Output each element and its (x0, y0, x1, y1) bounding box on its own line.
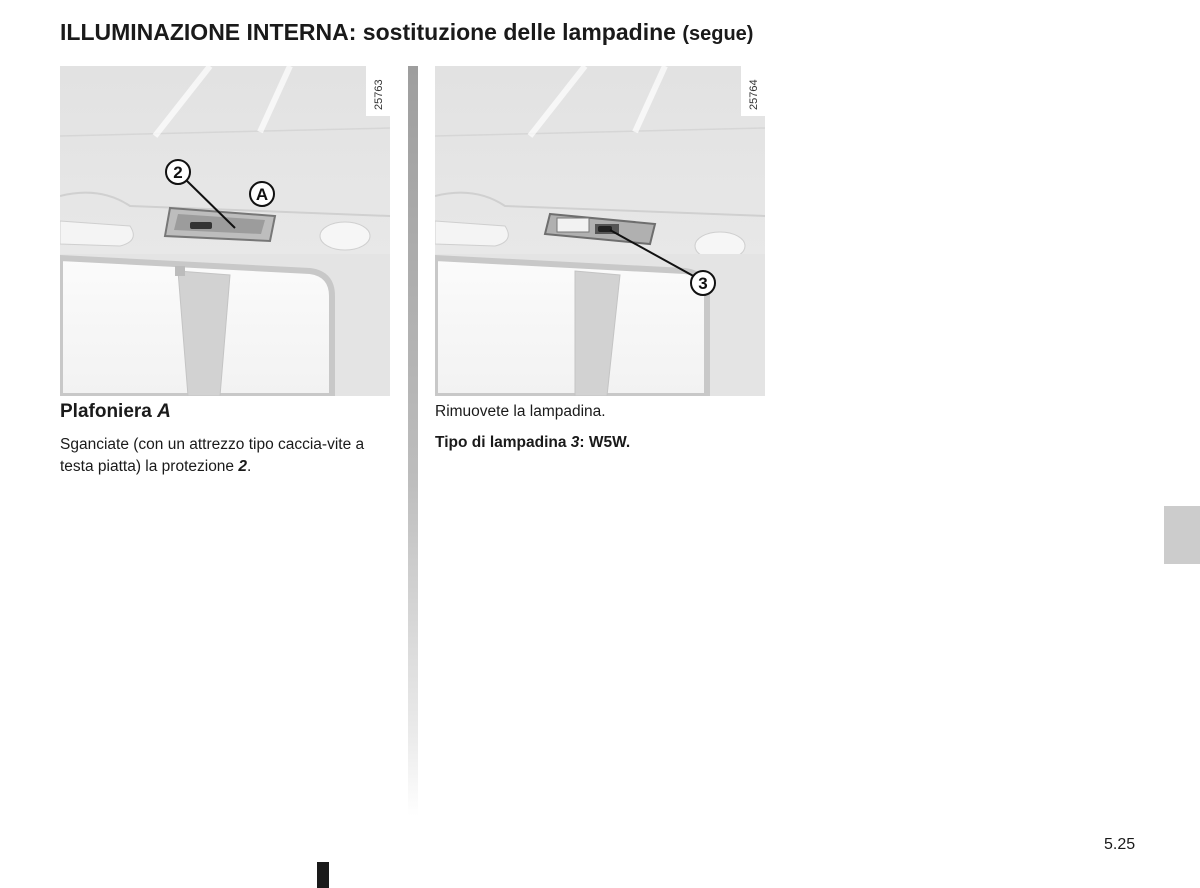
callout-A: A (255, 185, 269, 204)
page-title-suffix: (segue) (682, 23, 754, 45)
window-frame (435, 258, 707, 396)
instruction-remove-cover (60, 434, 400, 478)
section-heading-text: Plafoniera (60, 401, 158, 422)
figure-ref-code: 25764 (748, 79, 760, 110)
bottom-mark (317, 862, 329, 888)
instruction-text: Sganciate (con un attrezzo tipo caccia-vite a testa piatta) la protezione (60, 436, 365, 475)
lamp-reflector (557, 218, 589, 232)
section-heading-label: A (157, 401, 171, 422)
instruction-ref: 2 (238, 458, 247, 475)
page-title-text: ILLUMINAZIONE INTERNA: sostituzione delle lampadine (60, 19, 676, 45)
figure-interior-light-cover (60, 66, 390, 396)
bulb-type-value: : W5W. (579, 434, 631, 451)
pillar-clip (175, 266, 185, 276)
callout-3: 3 (698, 274, 708, 293)
bulb-type-label: Tipo di lampadina (435, 434, 571, 451)
bulb-type-spec (435, 432, 775, 454)
section-tab (1164, 506, 1200, 564)
instruction-remove-bulb: Rimuovete la lampadina. (435, 403, 606, 420)
instruction-end: . (246, 458, 252, 475)
section-heading-plafoniera (60, 401, 171, 423)
figure-right-drawing (435, 66, 765, 396)
bulb-type-ref: 3 (570, 434, 580, 451)
lamp-switch (190, 222, 212, 229)
column-divider (408, 66, 418, 816)
coat-hook (320, 222, 370, 250)
figure-bulb-removal (435, 66, 765, 396)
page-number: 5.25 (1104, 836, 1136, 853)
page-title (60, 19, 753, 46)
figure-ref-code: 25763 (373, 79, 385, 110)
figure-left-drawing (60, 66, 390, 396)
callout-2: 2 (173, 163, 183, 182)
bulb (598, 226, 612, 232)
